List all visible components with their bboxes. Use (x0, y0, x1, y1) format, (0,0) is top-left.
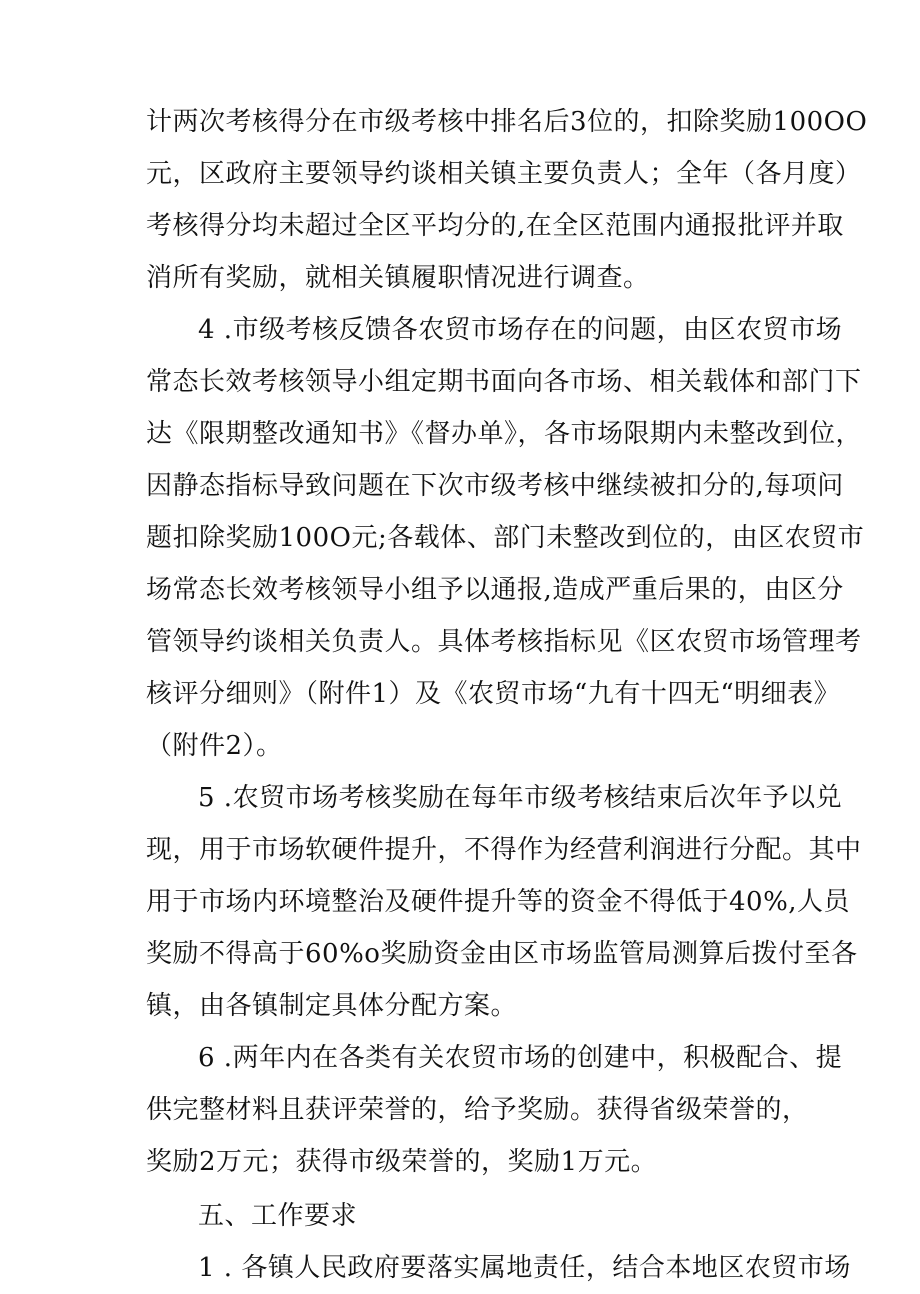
text-line: 现，用于市场软硬件提升，不得作为经营利润进行分配。其中 (146, 835, 862, 865)
paragraph-6-start: 6 .两年内在各类有关农贸市场的创建中，积极配合、提 (198, 1043, 843, 1073)
text-line: 考核得分均未超过全区平均分的,在全区范围内通报批评并取 (146, 211, 844, 241)
text-line: 奖励2万元；获得市级荣誉的，奖励1万元。 (146, 1147, 658, 1177)
text-line: 常态长效考核领导小组定期书面向各市场、相关载体和部门下 (146, 367, 862, 397)
paragraph-5-start: 5 .农贸市场考核奖励在每年市级考核结束后次年予以兑 (198, 783, 843, 813)
text-line: 场常态长效考核领导小组予以通报,造成严重后果的，由区分 (146, 575, 844, 605)
section-heading: 五、工作要求 (198, 1201, 358, 1231)
text-line: 核评分细则》（附件1）及《农贸市场“九有十四无“明细表》 (146, 679, 841, 709)
text-line: 消所有奖励，就相关镇履职情况进行调查。 (146, 263, 650, 293)
text-line: （附件2）。 (146, 731, 283, 761)
text-line: 元，区政府主要领导约谈相关镇主要负责人；全年（各月度） (146, 159, 862, 189)
text-line: 计两次考核得分在市级考核中排名后3位的，扣除奖励100OO (146, 107, 868, 137)
text-line: 达《限期整改通知书》《督办单》，各市场限期内未整改到位， (146, 419, 863, 449)
text-line: 因静态指标导致问题在下次市级考核中继续被扣分的,每项问 (146, 471, 844, 501)
paragraph-1-start: 1 . 各镇人民政府要落实属地责任，结合本地区农贸市场 (198, 1253, 851, 1283)
text-line: 镇，由各镇制定具体分配方案。 (146, 991, 518, 1021)
text-line: 题扣除奖励100O元;各载体、部门未整改到位的，由区农贸市 (146, 523, 865, 553)
document-body (146, 96, 868, 1294)
paragraph-4-start: 4 .市级考核反馈各农贸市场存在的问题，由区农贸市场 (198, 315, 843, 345)
text-line: 管领导约谈相关负责人。具体考核指标见《区农贸市场管理考 (146, 627, 862, 657)
text-line: 用于市场内环境整治及硬件提升等的资金不得低于40%,人员 (146, 887, 851, 917)
text-line: 供完整材料且获评荣誉的，给予奖励。获得省级荣誉的， (146, 1095, 809, 1125)
text-line: 奖励不得高于60%o奖励资金由区市场监管局测算后拨付至各 (146, 939, 858, 969)
